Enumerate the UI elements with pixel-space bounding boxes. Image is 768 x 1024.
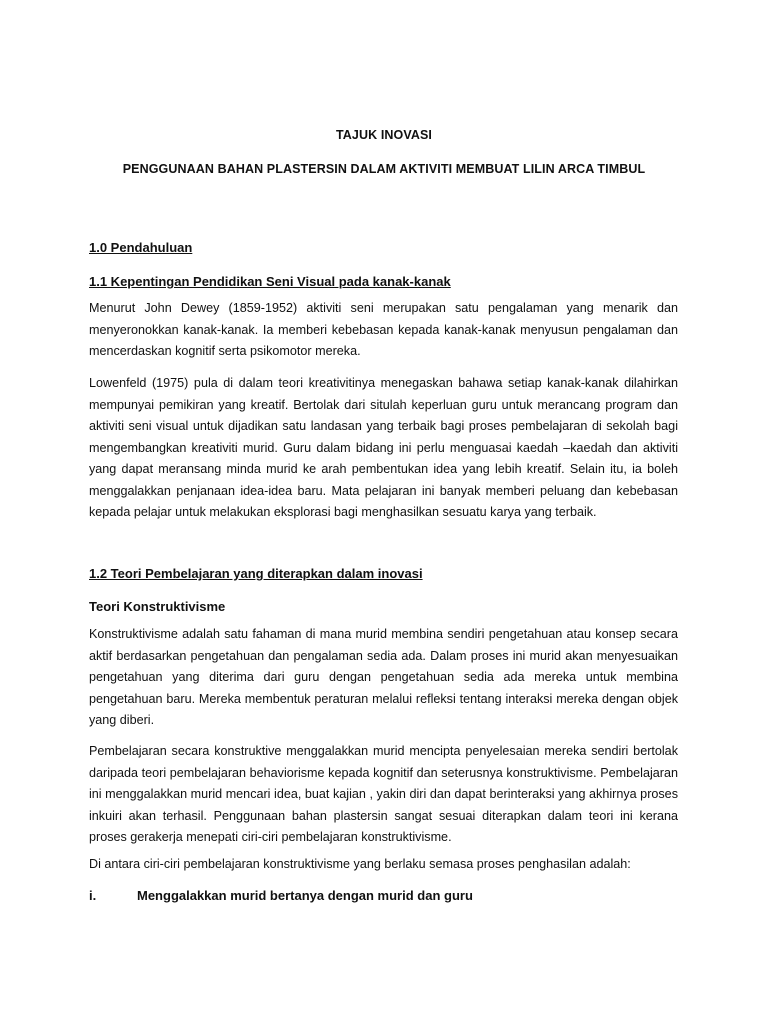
paragraph-pembelajaran-konstruktive: Pembelajaran secara konstruktive menggalakkan murid mencipta penyelesaian mereka sendiri bertolak daripada teori pembelajaran behaviorisme kepada kognitif dan seterusnya konstruktivisme. Pembelajaran ini menggalakkan murid mencari idea, buat kajian , yakin diri dan dapat berinteraksi yang akhirnya proses inkuiri akan terhasil. Penggunaan bahan plastersin sangat sesuai diterapkan dalam teori ini kerana proses gerakerja menepati ciri-ciri pembelajaran konstruktivisme. xyxy=(89,744,678,844)
document-title: TAJUK INOVASI xyxy=(336,128,432,142)
section-heading-kepentingan: 1.1 Kepentingan Pendidikan Seni Visual pada kanak-kanak xyxy=(89,274,451,289)
section-heading-pendahuluan: 1.0 Pendahuluan xyxy=(89,240,193,255)
paragraph-ciri-ciri: Di antara ciri-ciri pembelajaran konstruktivisme yang berlaku semasa proses penghasilan adalah: xyxy=(89,857,631,871)
list-item-text: Menggalakkan murid bertanya dengan murid dan guru xyxy=(137,888,473,903)
paragraph-konstruktivisme: Konstruktivisme adalah satu fahaman di mana murid membina sendiri pengetahuan atau konsep secara aktif berdasarkan pengetahuan dan pengalaman sedia ada. Dalam proses ini murid akan menyesuaikan pengetahuan yang diterima dari guru dengan pengetahuan sedia ada mereka untuk membina pengetahuan baru. Mereka membentuk peraturan melalui refleksi tentang interaksi mereka dengan objek yang diberi. xyxy=(89,627,678,727)
list-item xyxy=(89,888,473,903)
section-heading-teori-pembelajaran: 1.2 Teori Pembelajaran yang diterapkan dalam inovasi xyxy=(89,566,423,581)
subheading-teori-konstruktivisme: Teori Konstruktivisme xyxy=(89,599,226,614)
document-subtitle: PENGGUNAAN BAHAN PLASTERSIN DALAM AKTIVITI MEMBUAT LILIN ARCA TIMBUL xyxy=(122,162,646,176)
list-item-number: i. xyxy=(89,888,97,903)
paragraph-lowenfeld: Lowenfeld (1975) pula di dalam teori kreativitinya menegaskan bahawa setiap kanak-kanak dilahirkan mempunyai pemikiran yang kreatif. Bertolak dari situlah keperluan guru untuk merancang program dan aktiviti seni visual untuk dijadikan satu landasan yang terbaik bagi proses pembelajaran di sekolah bagi mengembangkan kreativiti murid. Guru dalam bidang ini perlu menguasai kaedah –kaedah dan aktiviti yang dapat meransang minda murid ke arah pembentukan idea yang lebih kreatif. Selain itu, ia boleh menggalakkan penjanaan idea-idea baru. Mata pelajaran ini banyak memberi peluang dan kebebasan kepada pelajar untuk melakukan eksplorasi bagi menghasilkan sesuatu karya yang terbaik. xyxy=(89,376,678,519)
paragraph-dewey: Menurut John Dewey (1859-1952) aktiviti seni merupakan satu pengalaman yang menarik dan menyeronokkan kanak-kanak. Ia memberi kebebasan kepada kanak-kanak menyusun pengalaman dan mencerdaskan kognitif serta psikomotor mereka. xyxy=(89,301,678,358)
